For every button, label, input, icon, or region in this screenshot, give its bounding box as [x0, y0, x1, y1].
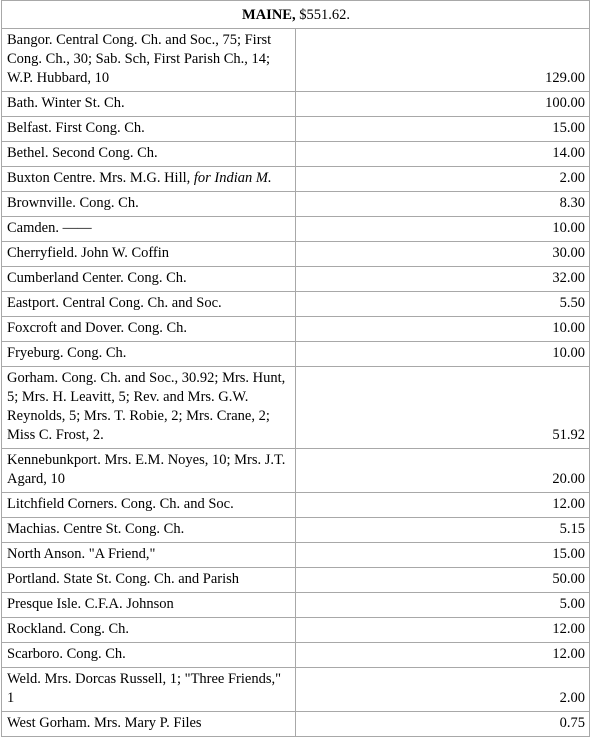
contributor-text: Litchfield Corners. Cong. Ch. and Soc. [7, 496, 234, 512]
contributor-cell [2, 192, 296, 217]
contributor-text: Bethel. Second Cong. Ch. [7, 145, 158, 161]
table-row [2, 342, 590, 367]
amount-cell: 5.00 [296, 593, 590, 618]
contributor-cell [2, 543, 296, 568]
contributions-table [1, 0, 590, 737]
table-row [2, 668, 590, 712]
amount-cell: 100.00 [296, 92, 590, 117]
contributor-cell [2, 342, 296, 367]
contributor-text: West Gorham. Mrs. Mary P. Files [7, 715, 202, 731]
table-row [2, 593, 590, 618]
amount-cell: 32.00 [296, 267, 590, 292]
amount-cell: 50.00 [296, 568, 590, 593]
contributor-text: Brownville. Cong. Ch. [7, 195, 139, 211]
contributor-cell [2, 712, 296, 737]
state-total: $551.62. [299, 7, 350, 23]
contributor-text: Presque Isle. C.F.A. Johnson [7, 596, 174, 612]
contribution-note: for Indian M. [193, 170, 272, 186]
table-row [2, 367, 590, 449]
amount-cell: 5.50 [296, 292, 590, 317]
table-row [2, 242, 590, 267]
contributor-cell [2, 618, 296, 643]
contributor-text: Gorham. Cong. Ch. and Soc., 30.92; Mrs. Hunt, 5; Mrs. H. Leavitt, 5; Rev. and Mrs. G.W. Reynolds, 5; Mrs. T. Robie, 2; Mrs. Crane, 2; Miss C. Frost, 2. [7, 370, 286, 443]
contributor-cell [2, 267, 296, 292]
table-row [2, 292, 590, 317]
amount-cell: 12.00 [296, 643, 590, 668]
table-row [2, 167, 590, 192]
contributor-cell [2, 292, 296, 317]
table-row [2, 29, 590, 92]
contributor-cell [2, 167, 296, 192]
contributor-text: Bangor. Central Cong. Ch. and Soc., 75; First Cong. Ch., 30; Sab. Sch, First Parish Ch., 14; W.P. Hubbard, 10 [7, 32, 272, 86]
state-heading [2, 1, 590, 29]
table-row [2, 92, 590, 117]
contributor-text: Cumberland Center. Cong. Ch. [7, 270, 187, 286]
contributor-cell [2, 668, 296, 712]
contributor-cell [2, 92, 296, 117]
contributor-cell [2, 367, 296, 449]
amount-cell: 51.92 [296, 367, 590, 449]
table-row [2, 618, 590, 643]
table-row [2, 643, 590, 668]
contributor-text: Bath. Winter St. Ch. [7, 95, 125, 111]
amount-cell: 5.15 [296, 518, 590, 543]
amount-cell: 12.00 [296, 618, 590, 643]
contributor-text: Rockland. Cong. Ch. [7, 621, 130, 637]
contributor-cell [2, 217, 296, 242]
contributor-text: Cherryfield. John W. Coffin [7, 245, 170, 261]
amount-cell: 8.30 [296, 192, 590, 217]
table-row [2, 449, 590, 493]
contributor-cell [2, 493, 296, 518]
table-row [2, 117, 590, 142]
amount-cell: 10.00 [296, 342, 590, 367]
amount-cell: 14.00 [296, 142, 590, 167]
contributor-cell [2, 142, 296, 167]
contributor-cell [2, 117, 296, 142]
amount-cell: 129.00 [296, 29, 590, 92]
table-header-row [2, 1, 590, 29]
state-name: MAINE, [242, 7, 296, 23]
table-row [2, 217, 590, 242]
amount-cell: 0.75 [296, 712, 590, 737]
contributor-cell [2, 242, 296, 267]
table-row [2, 142, 590, 167]
amount-cell: 2.00 [296, 668, 590, 712]
contributor-text: Machias. Centre St. Cong. Ch. [7, 521, 185, 537]
table-row [2, 493, 590, 518]
contributor-cell [2, 568, 296, 593]
table-row [2, 317, 590, 342]
amount-cell: 20.00 [296, 449, 590, 493]
contributor-text: Weld. Mrs. Dorcas Russell, 1; "Three Friends," 1 [7, 671, 282, 706]
table-row [2, 192, 590, 217]
amount-cell: 10.00 [296, 317, 590, 342]
contributor-text: Portland. State St. Cong. Ch. and Parish [7, 571, 239, 587]
table-row [2, 518, 590, 543]
table-row [2, 267, 590, 292]
contributor-cell [2, 449, 296, 493]
amount-cell: 15.00 [296, 543, 590, 568]
amount-cell: 10.00 [296, 217, 590, 242]
contributor-cell [2, 29, 296, 92]
amount-cell: 30.00 [296, 242, 590, 267]
contributor-text: Fryeburg. Cong. Ch. [7, 345, 127, 361]
table-row [2, 712, 590, 737]
contributor-text: Foxcroft and Dover. Cong. Ch. [7, 320, 188, 336]
amount-cell: 2.00 [296, 167, 590, 192]
table-row [2, 543, 590, 568]
contributor-text: Belfast. First Cong. Ch. [7, 120, 145, 136]
table-row [2, 568, 590, 593]
contributor-text: North Anson. "A Friend," [7, 546, 156, 562]
contributor-cell [2, 643, 296, 668]
contributor-cell [2, 317, 296, 342]
contributor-text: Buxton Centre. Mrs. M.G. Hill, [7, 170, 191, 186]
contributor-text: Scarboro. Cong. Ch. [7, 646, 126, 662]
contributor-text: Eastport. Central Cong. Ch. and Soc. [7, 295, 222, 311]
amount-cell: 12.00 [296, 493, 590, 518]
contributor-cell [2, 593, 296, 618]
contributor-text: Camden. —— [7, 220, 92, 236]
contributor-text: Kennebunkport. Mrs. E.M. Noyes, 10; Mrs. J.T. Agard, 10 [7, 452, 286, 487]
amount-cell: 15.00 [296, 117, 590, 142]
contributor-cell [2, 518, 296, 543]
